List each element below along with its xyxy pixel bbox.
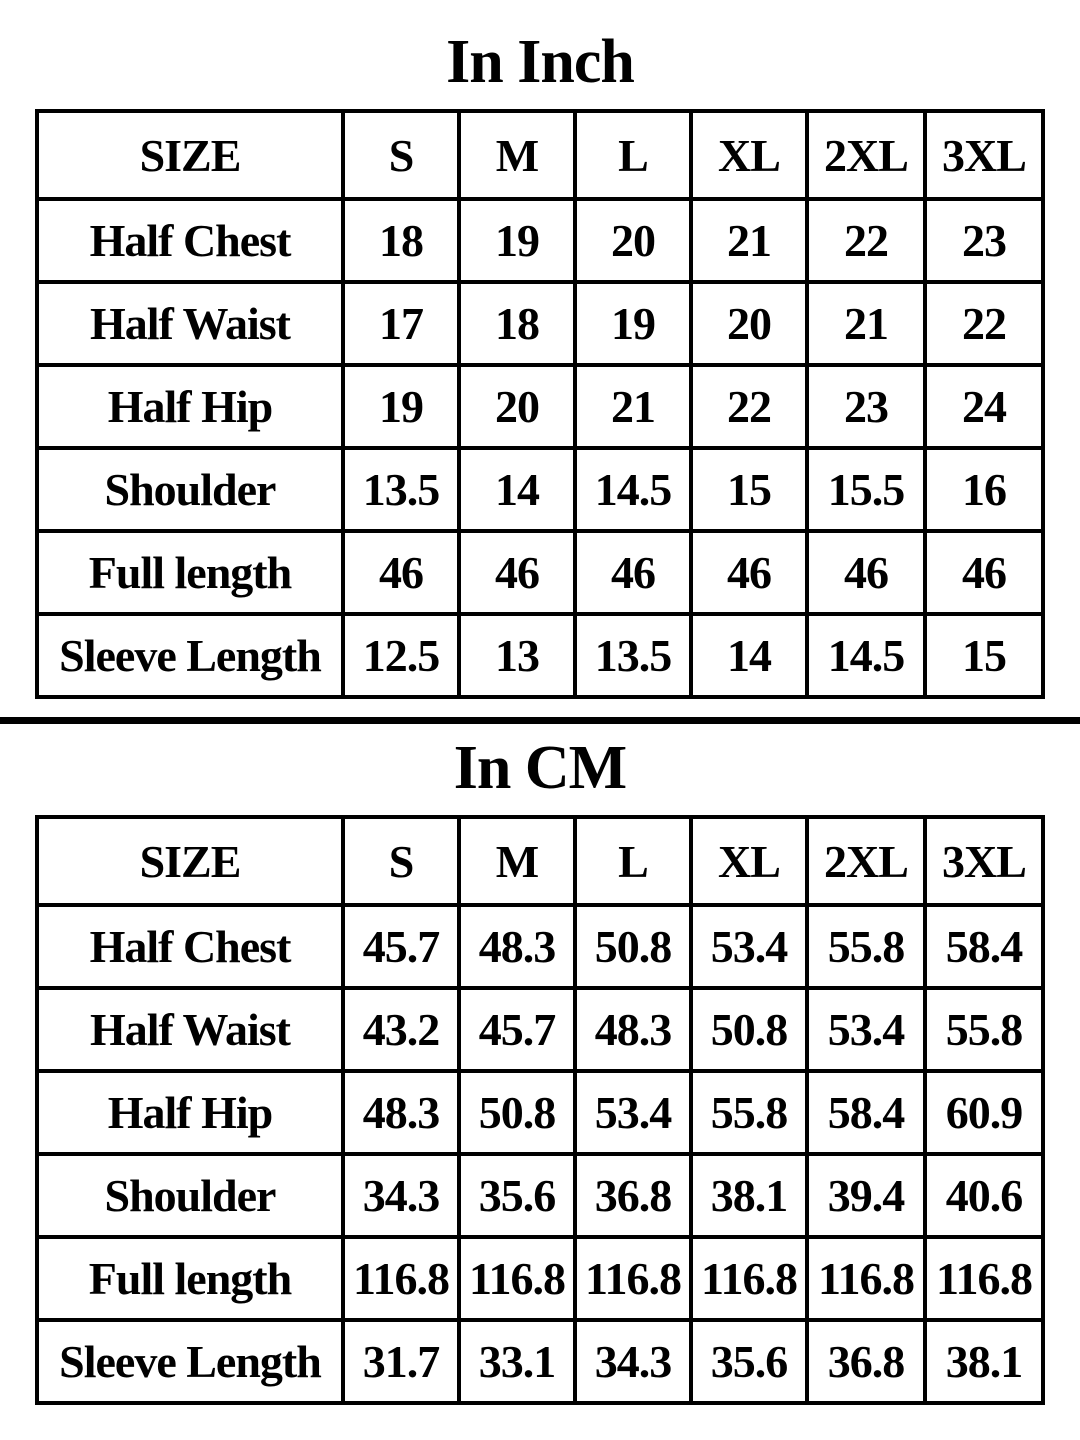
table-cell: 13.5: [343, 448, 459, 531]
table-cell: 48.3: [343, 1071, 459, 1154]
table-cell: 55.8: [925, 988, 1043, 1071]
table-cell: 116.8: [691, 1237, 807, 1320]
table-cell: 38.1: [925, 1320, 1043, 1403]
column-header-xl: XL: [691, 817, 807, 905]
table-cell: 19: [575, 282, 691, 365]
table-cell: 14.5: [807, 614, 925, 697]
table-cell: 17: [343, 282, 459, 365]
table-row: [37, 1320, 1043, 1403]
table-cell: 22: [925, 282, 1043, 365]
row-label: Sleeve Length: [37, 1320, 343, 1403]
row-label: Full length: [37, 531, 343, 614]
table-cell: 116.8: [343, 1237, 459, 1320]
table-cell: 15: [925, 614, 1043, 697]
row-label: Half Hip: [37, 1071, 343, 1154]
table-cell: 20: [459, 365, 575, 448]
table-cell: 116.8: [925, 1237, 1043, 1320]
table-header-row: [37, 817, 1043, 905]
table-cell: 20: [691, 282, 807, 365]
row-label: Sleeve Length: [37, 614, 343, 697]
table-cell: 36.8: [575, 1154, 691, 1237]
row-label: Half Waist: [37, 282, 343, 365]
table-cell: 43.2: [343, 988, 459, 1071]
table-row: [37, 1071, 1043, 1154]
table-cell: 15.5: [807, 448, 925, 531]
table-cell: 116.8: [459, 1237, 575, 1320]
column-header-xl: XL: [691, 111, 807, 199]
row-label: Half Waist: [37, 988, 343, 1071]
row-label: Half Hip: [37, 365, 343, 448]
table-cell: 60.9: [925, 1071, 1043, 1154]
table-cell: 23: [807, 365, 925, 448]
table-cell: 31.7: [343, 1320, 459, 1403]
table-cell: 50.8: [459, 1071, 575, 1154]
table-header-row: [37, 111, 1043, 199]
table-cell: 35.6: [691, 1320, 807, 1403]
table-cell: 12.5: [343, 614, 459, 697]
table-cell: 50.8: [691, 988, 807, 1071]
table-row: [37, 531, 1043, 614]
column-header-m: M: [459, 111, 575, 199]
column-header-2xl: 2XL: [807, 817, 925, 905]
table-row: [37, 282, 1043, 365]
table-cell: 22: [807, 199, 925, 282]
table-title-inch: In Inch: [446, 28, 634, 96]
table-cell: 46: [691, 531, 807, 614]
table-row: [37, 988, 1043, 1071]
table-cell: 19: [343, 365, 459, 448]
column-header-3xl: 3XL: [925, 817, 1043, 905]
table-row: [37, 1154, 1043, 1237]
table-cell: 21: [691, 199, 807, 282]
table-cell: 16: [925, 448, 1043, 531]
table-cell: 14.5: [575, 448, 691, 531]
table-cell: 46: [925, 531, 1043, 614]
table-cell: 38.1: [691, 1154, 807, 1237]
table-cell: 13.5: [575, 614, 691, 697]
column-header-size: SIZE: [37, 111, 343, 199]
table-cell: 55.8: [807, 905, 925, 988]
table-cell: 53.4: [575, 1071, 691, 1154]
row-label: Half Chest: [37, 905, 343, 988]
table-cell: 46: [459, 531, 575, 614]
table-cell: 14: [691, 614, 807, 697]
table-cell: 22: [691, 365, 807, 448]
table-cell: 18: [459, 282, 575, 365]
table-cell: 33.1: [459, 1320, 575, 1403]
row-label: Shoulder: [37, 1154, 343, 1237]
table-cell: 46: [343, 531, 459, 614]
table-row: [37, 1237, 1043, 1320]
column-header-s: S: [343, 111, 459, 199]
table-cell: 19: [459, 199, 575, 282]
column-header-s: S: [343, 817, 459, 905]
table-cell: 24: [925, 365, 1043, 448]
table-cell: 53.4: [691, 905, 807, 988]
column-header-2xl: 2XL: [807, 111, 925, 199]
table-cell: 48.3: [459, 905, 575, 988]
column-header-l: L: [575, 111, 691, 199]
table-cell: 34.3: [575, 1320, 691, 1403]
table-cell: 46: [807, 531, 925, 614]
table-cell: 50.8: [575, 905, 691, 988]
table-row: [37, 614, 1043, 697]
table-row: [37, 365, 1043, 448]
table-cell: 58.4: [807, 1071, 925, 1154]
table-row: [37, 199, 1043, 282]
table-cell: 13: [459, 614, 575, 697]
size-table-cm: [35, 815, 1045, 1405]
column-header-3xl: 3XL: [925, 111, 1043, 199]
table-cell: 20: [575, 199, 691, 282]
table-cell: 55.8: [691, 1071, 807, 1154]
table-cell: 21: [807, 282, 925, 365]
column-header-m: M: [459, 817, 575, 905]
table-cell: 45.7: [343, 905, 459, 988]
table-cell: 45.7: [459, 988, 575, 1071]
table-cell: 53.4: [807, 988, 925, 1071]
table-cell: 35.6: [459, 1154, 575, 1237]
section-divider: [0, 717, 1080, 724]
table-cell: 46: [575, 531, 691, 614]
column-header-l: L: [575, 817, 691, 905]
table-cell: 116.8: [807, 1237, 925, 1320]
table-cell: 40.6: [925, 1154, 1043, 1237]
table-cell: 14: [459, 448, 575, 531]
table-cell: 21: [575, 365, 691, 448]
table-cell: 39.4: [807, 1154, 925, 1237]
table-title-cm: In CM: [453, 734, 627, 803]
table-cell: 48.3: [575, 988, 691, 1071]
row-label: Shoulder: [37, 448, 343, 531]
column-header-size: SIZE: [37, 817, 343, 905]
table-cell: 18: [343, 199, 459, 282]
table-row: [37, 905, 1043, 988]
table-cell: 15: [691, 448, 807, 531]
table-cell: 116.8: [575, 1237, 691, 1320]
row-label: Half Chest: [37, 199, 343, 282]
table-cell: 36.8: [807, 1320, 925, 1403]
table-cell: 58.4: [925, 905, 1043, 988]
row-label: Full length: [37, 1237, 343, 1320]
size-table-inch: [35, 109, 1045, 699]
table-cell: 23: [925, 199, 1043, 282]
table-row: [37, 448, 1043, 531]
table-cell: 34.3: [343, 1154, 459, 1237]
